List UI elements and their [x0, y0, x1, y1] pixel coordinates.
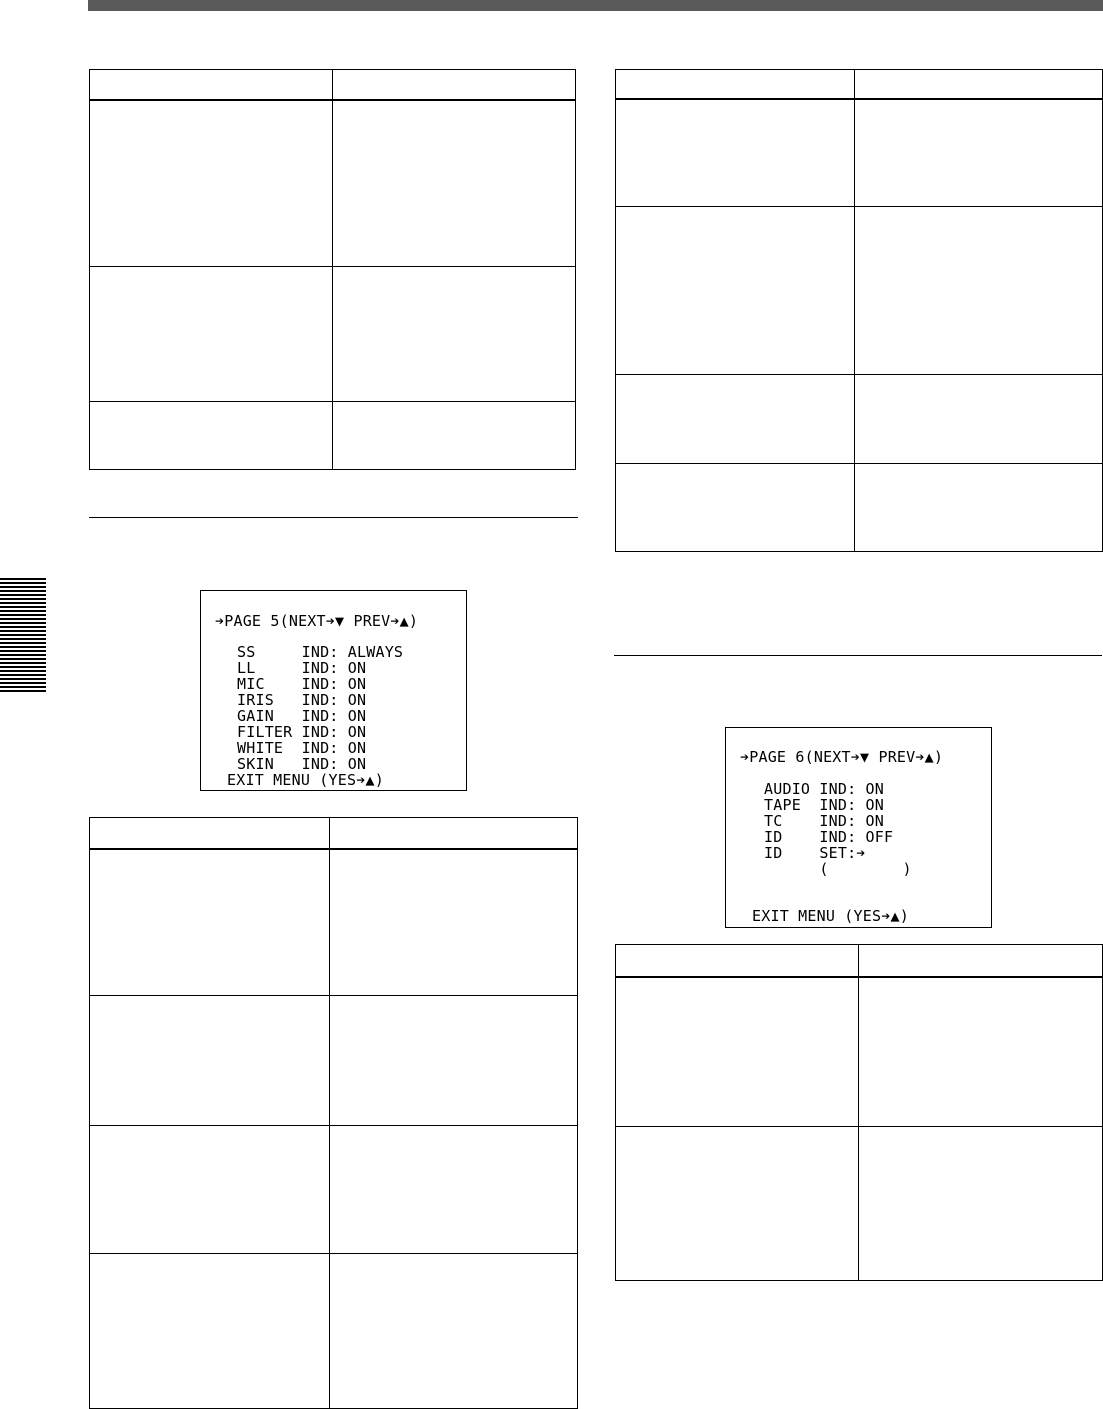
- table-row: [90, 1126, 578, 1254]
- screen-line: TAPE IND: ON: [764, 796, 884, 814]
- table-header-cell: [90, 70, 333, 100]
- screen-footer: EXIT MENU (YES➔▲): [752, 907, 909, 925]
- screen-line: GAIN IND: ON: [237, 707, 367, 725]
- table-row: [616, 464, 1103, 552]
- table-row: [90, 100, 576, 267]
- section-divider: [89, 517, 578, 518]
- menu-screen-page-5: [200, 590, 467, 791]
- screen-line: AUDIO IND: ON: [764, 780, 884, 798]
- screen-line: SS IND: ALWAYS: [237, 643, 404, 661]
- table-row: [616, 1127, 1103, 1281]
- screen-line: ID IND: OFF: [764, 828, 894, 846]
- table-row: [616, 99, 1103, 207]
- table-row: [90, 402, 576, 470]
- screen-header: ➔PAGE 6(NEXT➔▼ PREV➔▲): [740, 748, 944, 766]
- table-header-cell: [616, 945, 859, 977]
- screen-line: LL IND: ON: [237, 659, 367, 677]
- table-header-cell: [90, 818, 330, 849]
- table-row: [90, 267, 576, 402]
- settings-table-3: [615, 69, 1103, 552]
- screen-line: ( ): [764, 860, 912, 878]
- table-header-cell: [859, 945, 1103, 977]
- table-row: [90, 1254, 578, 1409]
- section-divider: [614, 655, 1102, 656]
- screen-line: WHITE IND: ON: [237, 739, 367, 757]
- screen-footer: EXIT MENU (YES➔▲): [227, 771, 384, 789]
- screen-line: ID SET:➔: [764, 844, 866, 862]
- screen-header: ➔PAGE 5(NEXT➔▼ PREV➔▲): [215, 612, 419, 630]
- screen-line: SKIN IND: ON: [237, 755, 367, 773]
- screen-line: FILTER IND: ON: [237, 723, 367, 741]
- chapter-tab-marker: [0, 578, 46, 692]
- page-header-bar: [88, 0, 1103, 11]
- table-header-cell: [333, 70, 576, 100]
- screen-line: MIC IND: ON: [237, 675, 367, 693]
- table-header-cell: [855, 70, 1103, 99]
- menu-screen-page-6: [725, 727, 992, 928]
- settings-table-2: [89, 817, 578, 1409]
- table-row: [616, 977, 1103, 1127]
- screen-line: IRIS IND: ON: [237, 691, 367, 709]
- table-row: [90, 996, 578, 1126]
- settings-table-4: [615, 944, 1103, 1281]
- table-row: [616, 207, 1103, 375]
- settings-table-1: [89, 69, 576, 470]
- table-header-cell: [616, 70, 855, 99]
- screen-line: TC IND: ON: [764, 812, 884, 830]
- table-row: [90, 849, 578, 996]
- table-row: [616, 375, 1103, 464]
- table-header-cell: [330, 818, 578, 849]
